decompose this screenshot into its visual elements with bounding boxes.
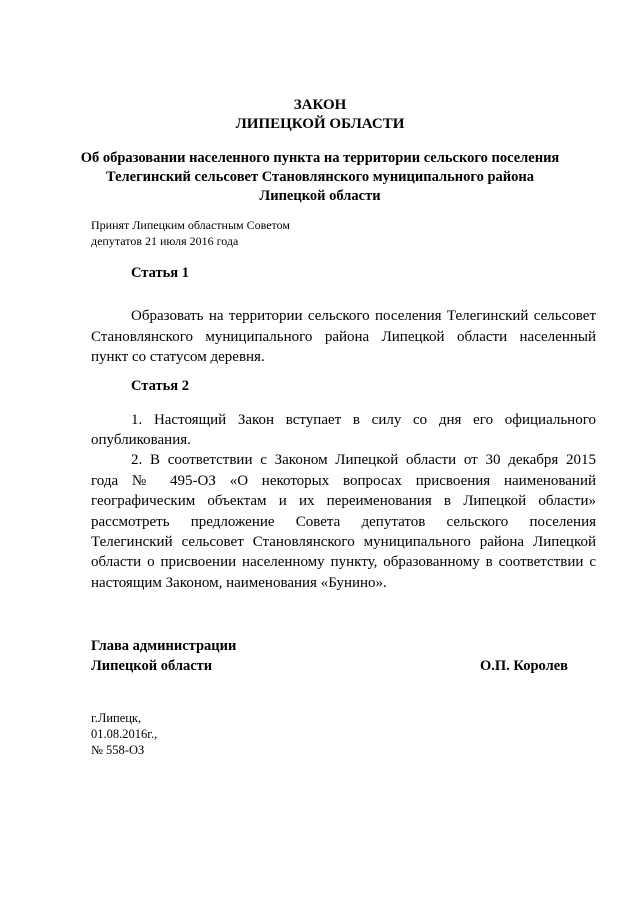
issue-place: г.Липецк, — [91, 711, 142, 725]
article-2-line-1: 1. Настоящий Закон вступает в силу со дня его официального — [131, 412, 596, 428]
article-2-line-8: области о присвоении населенному пункту, образованному в соответствии с — [91, 554, 596, 570]
law-region: ЛИПЕЦКОЙ ОБЛАСТИ — [235, 116, 405, 132]
law-title: ЗАКОН — [293, 97, 347, 113]
law-subject-line-2: Телегинский сельсовет Становлянского муниципального района — [105, 169, 535, 185]
law-subject-line-3: Липецкой области — [259, 188, 381, 204]
article-2-line-2: опубликования. — [91, 432, 191, 448]
adoption-line-2: депутатов 21 июля 2016 года — [91, 234, 239, 248]
article-1-line-1: Образовать на территории сельского поселения Телегинский сельсовет — [131, 308, 596, 324]
article-1-line-2: Становлянского муниципального района Липецкой области населенный — [91, 329, 596, 345]
signatory-name: О.П. Королев — [480, 658, 568, 674]
article-1-line-3: пункт со статусом деревня. — [91, 349, 265, 365]
issue-date: 01.08.2016г., — [91, 727, 158, 741]
law-number: № 558-ОЗ — [91, 743, 145, 757]
article-2-line-5: географическим объектам и их переименования в Липецкой области» — [91, 493, 596, 509]
article-2-line-3: 2. В соответствии с Законом Липецкой области от 30 декабря 2015 — [131, 452, 596, 468]
article-2-line-4: года № 495-ОЗ «О некоторых вопросах присвоения наименований — [91, 473, 596, 489]
signatory-position-line-2: Липецкой области — [91, 658, 213, 674]
article-2-heading: Статья 2 — [131, 378, 189, 394]
article-2-line-7: Телегинский сельсовет Становлянского муниципального района Липецкой — [91, 534, 596, 550]
article-2-line-9: настоящим Законом, наименования «Бунино». — [91, 575, 387, 591]
law-subject-line-1: Об образовании населенного пункта на территории сельского поселения — [80, 150, 560, 166]
article-1-heading: Статья 1 — [131, 265, 189, 281]
adoption-line-1: Принят Липецким областным Советом — [91, 218, 290, 232]
article-2-line-6: рассмотреть предложение Совета депутатов сельского поселения — [91, 514, 596, 530]
signatory-position-line-1: Глава администрации — [91, 638, 237, 654]
